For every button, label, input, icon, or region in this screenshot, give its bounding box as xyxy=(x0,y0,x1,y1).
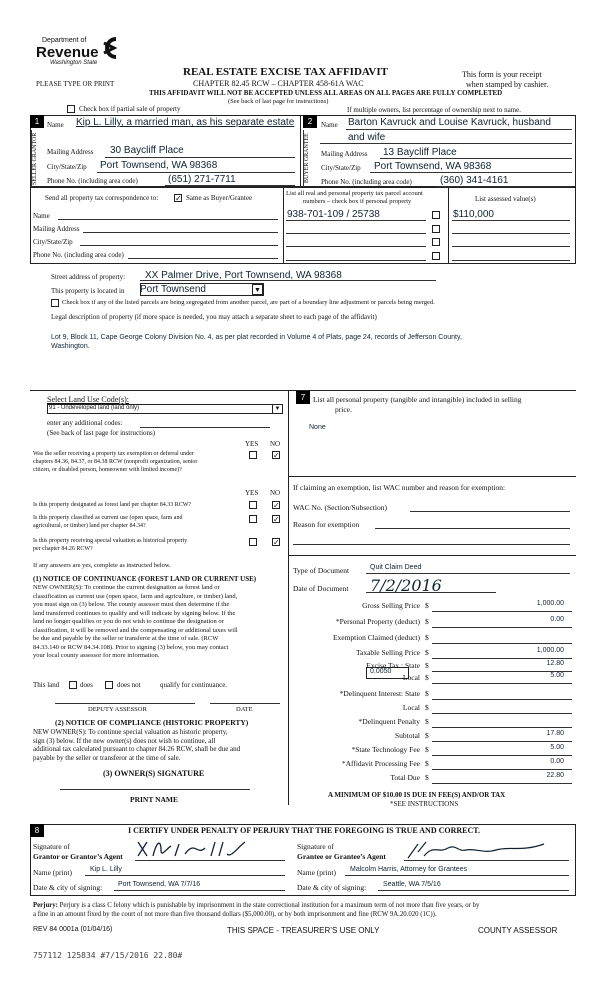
street-label: Street address of property: xyxy=(51,273,126,281)
corr-city-label: City/State/Zip xyxy=(33,238,73,246)
parcel-number: 938-701-109 / 25738 xyxy=(287,209,380,220)
tax-row-label: Gross Selling Price xyxy=(362,601,420,610)
does-not-checkbox[interactable] xyxy=(105,681,113,689)
tax-row-label: Local xyxy=(402,673,420,682)
seller-phone: (651) 271-7711 xyxy=(168,174,236,185)
grantee-date: Seattle, WA 7/5/16 xyxy=(383,881,441,888)
q1-yes-checkbox[interactable] xyxy=(249,451,257,459)
tax-row xyxy=(290,703,570,715)
tax-row-value: 0.00 xyxy=(550,616,564,623)
does-label: does xyxy=(80,681,93,689)
tax-row xyxy=(290,717,570,729)
tax-row xyxy=(290,661,570,673)
tax-row-dollar: $ xyxy=(425,648,429,657)
see-instructions: *SEE INSTRUCTIONS xyxy=(390,800,459,808)
seller-name: Kip L. Lilly, a married man, as his separate estate xyxy=(76,117,295,128)
tax-row xyxy=(290,673,570,685)
city-dropdown[interactable] xyxy=(140,283,264,296)
tax-row-label: *Delinquent Interest: State xyxy=(339,689,420,698)
tax-row-value: 17.80 xyxy=(546,730,564,737)
tax-row-value: 12.80 xyxy=(546,660,564,667)
tax-row-label: *Affidavit Processing Fee xyxy=(341,759,420,768)
tax-row-value: 22.80 xyxy=(546,772,564,779)
certify-text: I CERTIFY UNDER PENALTY OF PERJURY THAT THE FOREGOING IS TRUE AND CORRECT. xyxy=(128,826,481,835)
tax-row-value: 5.00 xyxy=(550,672,564,679)
q4-no-checkbox[interactable]: ✓ xyxy=(273,538,280,547)
corr-mail-label: Mailing Address xyxy=(33,225,80,233)
form-subtitle: CHAPTER 82.45 RCW – CHAPTER 458-61A WAC xyxy=(193,79,364,88)
buyer-name-2: and wife xyxy=(348,132,386,143)
exemption-label: If claiming an exemption, list WAC number and reason for exemption: xyxy=(293,483,506,492)
land-use-code: 91 - Undeveloped land (land only) xyxy=(49,405,140,411)
tax-row-value: 1,000.00 xyxy=(536,600,564,607)
grantor-name-label: Name (print) xyxy=(33,868,72,877)
does-not-label: does not xyxy=(117,681,141,689)
tax-row-dollar: $ xyxy=(425,661,429,670)
minimum-note: A MINIMUM OF $10.00 IS DUE IN FEE(S) AND/OR TAX xyxy=(328,791,506,799)
section-8-badge: 8 xyxy=(30,824,44,837)
yes-header-2: YES xyxy=(245,489,259,497)
no-header-2: NO xyxy=(270,489,281,497)
buyer-side-label: BUYER GRANTEE xyxy=(303,130,317,187)
tax-row-dollar: $ xyxy=(425,717,429,726)
tax-row-label: *Personal Property (deduct) xyxy=(335,617,420,626)
grantor-date-label: Date & city of signing: xyxy=(33,883,103,892)
doc-date: 7/2/2016 xyxy=(370,576,442,595)
grantee-date-label: Date & city of signing: xyxy=(297,883,367,892)
qualify-label: qualify for continuance. xyxy=(160,681,228,689)
please-type: PLEASE TYPE OR PRINT xyxy=(36,80,115,88)
tax-row xyxy=(290,745,570,757)
buyer-name-label: Name xyxy=(321,121,338,129)
deputy-assessor-label: DEPUTY ASSESSOR xyxy=(88,706,147,713)
does-checkbox[interactable] xyxy=(69,681,77,689)
perjury-note: Perjury: Perjury is a class C felony which is punishable by imprisonment in the state correctional institution for a maximum term of not more than five years, or by a fine in an amount fixed by the court of not more than five thousand dollars ($5,000.00), or by both imprisonment and fine (RCW 9A.20.020 (1C)). xyxy=(33,902,480,918)
tax-row-dollar: $ xyxy=(425,633,429,642)
corr-name-label: Name xyxy=(33,212,50,220)
buyer-city-label: City/State/Zip xyxy=(321,164,361,172)
tax-row xyxy=(290,633,570,645)
seller-city: Port Townsend, WA 98368 xyxy=(100,160,218,171)
corr-phone-label: Phone No. (including area code) xyxy=(33,251,124,259)
grantee-sig-label-1: Signature of xyxy=(297,842,334,851)
continuance-text: NEW OWNER(S): To continue the current designation as forest land or classification as current use (open space, farm and agriculture, or timber) land, you must sign on (3) below. The county assessor must then determine if the land transferred continues to qualify and will indicate by signing below. If the land no longer qualifies or you do not wish to continue the designation or classification, it will be removed and the compensating or additional taxes will be due and payable by the seller or transferor at the time of sale. (RCW 84.33.140 or RCW 84.34.108). Prior to signing (3) below, you may contact your local county assessor for more information. xyxy=(33,584,238,659)
tax-row-dollar: $ xyxy=(425,731,429,740)
no-header-1: NO xyxy=(270,440,281,448)
value-header: List assessed value(s) xyxy=(475,195,536,203)
tax-row-dollar: $ xyxy=(425,601,429,610)
street-address: XX Palmer Drive, Port Townsend, WA 98368 xyxy=(145,270,342,281)
seller-mail: 30 Baycliff Place xyxy=(110,145,184,156)
personal-property-value: None xyxy=(309,424,326,431)
tax-row xyxy=(290,617,570,629)
parcels-header-2: numbers – check box if personal property xyxy=(303,198,412,205)
tax-row xyxy=(290,773,570,785)
legal-description-1: Lot 9, Block 11, Cape George Colony Division No. 4, as per plat recorded in Volume 4 of Plats, page 24, records of Jefferson County, xyxy=(51,334,462,341)
tax-row-label: *State Technology Fee xyxy=(351,745,420,754)
tax-row-label: Total Due xyxy=(390,773,420,782)
logo xyxy=(36,37,116,69)
located-city: Port Townsend xyxy=(140,284,206,295)
logo-state: Washington State xyxy=(50,60,98,66)
parcel-personal-checkbox-3[interactable] xyxy=(432,238,440,246)
segregated-checkbox[interactable] xyxy=(51,299,59,307)
instructed-note: If any answers are yes, complete as instructed below. xyxy=(33,562,171,569)
tax-row-label: Taxable Selling Price xyxy=(355,648,420,657)
question-3: Is this property classified as current use (open space, farm and agricultural, or timber) land per chapter 84.34? xyxy=(33,515,183,529)
wac-label: WAC No. (Section/Subsection) xyxy=(293,503,387,512)
see-back-note: (See back of last page for instructions) xyxy=(47,429,156,437)
doc-date-label: Date of Document xyxy=(293,584,349,593)
q4-yes-checkbox[interactable] xyxy=(249,538,257,546)
same-as-buyer-checkbox[interactable]: ✓ xyxy=(175,194,182,203)
tax-row xyxy=(290,648,570,660)
reason-label: Reason for exemption xyxy=(293,520,360,529)
grantee-sig-label-2: Grantee or Grantee’s Agent xyxy=(297,852,386,861)
tax-row-dollar: $ xyxy=(425,773,429,782)
partial-sale-label: Check box if partial sale of property xyxy=(79,105,181,113)
chevron-down-icon[interactable]: ▼ xyxy=(252,284,263,295)
treasurer-use: THIS SPACE - TREASURER’S USE ONLY xyxy=(227,926,380,935)
buyer-city: Port Townsend, WA 98368 xyxy=(374,161,492,172)
seller-city-label: City/State/Zip xyxy=(47,163,87,171)
legal-description-2: Washington. xyxy=(51,343,90,350)
compliance-title: (2) NOTICE OF COMPLIANCE (HISTORIC PROPERTY) xyxy=(55,718,249,727)
grantee-name-label: Name (print) xyxy=(297,868,336,877)
tax-row-label: Excise Tax : State xyxy=(366,661,420,670)
partial-sale-checkbox[interactable] xyxy=(67,105,75,113)
doc-type: Quit Claim Deed xyxy=(370,564,422,571)
buyer-mail: 13 Baycliff Place xyxy=(383,147,457,158)
tax-row xyxy=(290,689,570,701)
parcel-personal-checkbox-1[interactable] xyxy=(432,211,440,219)
buyer-phone: (360) 341-4161 xyxy=(440,175,509,186)
buyer-name-1: Barton Kavruck and Louise Kavruck, husband xyxy=(348,117,551,128)
tax-row-label: Subtotal xyxy=(394,731,420,740)
tax-row xyxy=(290,601,570,613)
print-name-label: PRINT NAME xyxy=(130,795,178,804)
q2-yes-checkbox[interactable] xyxy=(249,501,257,509)
owner-signature-label: (3) OWNER(S) SIGNATURE xyxy=(103,769,205,778)
revenue-logo-icon xyxy=(98,35,120,61)
grantor-date: Port Townsend, WA 7/7/16 xyxy=(118,881,201,888)
grantor-name: Kip L. Lilly xyxy=(90,866,122,873)
question-4: Is this property receiving special valuation as historical property per chapter 84.26 RCW? xyxy=(33,538,188,552)
land-use-label: Select Land Use Code(s): xyxy=(47,395,129,404)
this-land-label: This land xyxy=(33,681,60,689)
logo-name: Revenue xyxy=(36,44,99,61)
parcel-personal-checkbox-4[interactable] xyxy=(432,252,440,260)
continuance-title: (1) NOTICE OF CONTINUANCE (FOREST LAND OR CURRENT USE) xyxy=(33,575,257,583)
same-as-buyer-label: Same as Buyer/Grantee xyxy=(186,194,253,202)
form-warning: THIS AFFIDAVIT WILL NOT BE ACCEPTED UNLESS ALL AREAS ON ALL PAGES ARE FULLY COMPLETED xyxy=(149,89,503,97)
date-label: DATE xyxy=(236,706,253,713)
logo-dept: Department of xyxy=(42,37,87,44)
tax-row-dollar: $ xyxy=(425,689,429,698)
seller-mail-label: Mailing Address xyxy=(47,148,94,156)
section-7-badge: 7 xyxy=(296,391,310,404)
form-note: (See back of last page for instructions) xyxy=(228,98,329,105)
seller-phone-label: Phone No. (including area code) xyxy=(47,177,138,185)
parcels-header-1: List all real and personal property tax parcel account xyxy=(286,190,423,197)
q1-no-checkbox[interactable]: ✓ xyxy=(273,451,280,460)
tax-row-label: Local xyxy=(402,703,420,712)
tax-row xyxy=(290,759,570,771)
tax-row xyxy=(290,731,570,743)
grantee-signature xyxy=(404,838,554,862)
tax-row-value: 1,000.00 xyxy=(536,647,564,654)
compliance-text: NEW OWNER(S): To continue special valuation as historic property, sign (3) below. If the new owner(s) does not wish to continue, all additional tax calculated pursuant to chapter 84.26 RCW, shall be due and payable by the seller or transferor at the time of sale. xyxy=(33,728,241,762)
grantor-signature xyxy=(135,838,255,862)
yes-header-1: YES xyxy=(245,440,259,448)
tax-row-label: *Delinquent Penalty xyxy=(358,717,420,726)
located-label: This property is located in xyxy=(51,287,125,295)
tax-row-value: 5.00 xyxy=(550,744,564,751)
chevron-down-icon[interactable]: ▼ xyxy=(272,404,283,414)
tax-row-value: 0.00 xyxy=(550,758,564,765)
grantor-sig-label-1: Signature of xyxy=(33,842,70,851)
grantor-sig-label-2: Grantor or Grantor’s Agent xyxy=(33,852,123,861)
question-2: Is this property designated as forest land per chapter 84.33 RCW? xyxy=(33,502,192,508)
additional-codes-label: enter any additional codes: xyxy=(47,419,123,427)
question-1: Was the seller receiving a property tax exemption or deferral under chapters 84.36, 84.37, or 84.38 RCW (nonprofit organization, senior citizen, or disabled person, homeowner with limited income)? xyxy=(33,451,198,473)
q3-yes-checkbox[interactable] xyxy=(249,515,257,523)
tax-row-label: Exemption Claimed (deduct) xyxy=(332,633,420,642)
assessed-value: $110,000 xyxy=(453,209,494,220)
tax-row-dollar: $ xyxy=(425,703,429,712)
q2-no-checkbox[interactable]: ✓ xyxy=(273,501,280,510)
personal-property-text-2: price. xyxy=(335,405,352,414)
legal-label: Legal description of property (if more space is needed, you may attach a separate sheet to each page of the affidavit) xyxy=(51,313,377,321)
county-assessor: COUNTY ASSESSOR xyxy=(478,926,558,935)
receipt-note-2: when stamped by cashier. xyxy=(466,80,549,89)
seller-name-label: Name xyxy=(47,121,64,129)
segregated-label: Check box if any of the listed parcels are being segregated from another parcel, are part of a boundary line adjustment or parcels being merged. xyxy=(62,299,435,306)
correspondence-label: Send all property tax correspondence to: xyxy=(45,194,159,202)
grantee-name: Malcolm Harris, Attorney for Grantees xyxy=(350,866,468,873)
tax-row-dollar: $ xyxy=(425,673,429,682)
section-1-badge: 1 xyxy=(30,115,44,128)
parcel-personal-checkbox-2[interactable] xyxy=(432,225,440,233)
doc-type-label: Type of Document xyxy=(293,566,350,575)
tax-row-dollar: $ xyxy=(425,617,429,626)
seller-side-label: SELLER GRANTOR xyxy=(31,130,45,187)
buyer-phone-label: Phone No. (including area code) xyxy=(321,178,412,186)
cashier-stamp: 757112 125834 #7/15/2016 22.80# xyxy=(33,951,183,960)
form-title: REAL ESTATE EXCISE TAX AFFIDAVIT xyxy=(183,66,388,78)
form-revision: REV 84 0001a (01/04/16) xyxy=(33,926,113,933)
buyer-mail-label: Mailing Address xyxy=(321,150,368,158)
personal-property-text-1: List all personal property (tangible and intangible) included in selling xyxy=(313,395,522,404)
tax-row-dollar: $ xyxy=(425,745,429,754)
section-2-badge: 2 xyxy=(303,115,317,128)
receipt-note-1: This form is your receipt xyxy=(462,70,542,79)
multiple-owners-note: If multiple owners, list percentage of ownership next to name. xyxy=(347,106,521,114)
q3-no-checkbox[interactable]: ✓ xyxy=(273,515,280,524)
tax-row-dollar: $ xyxy=(425,759,429,768)
local-rate: 0.0050 xyxy=(370,668,392,675)
